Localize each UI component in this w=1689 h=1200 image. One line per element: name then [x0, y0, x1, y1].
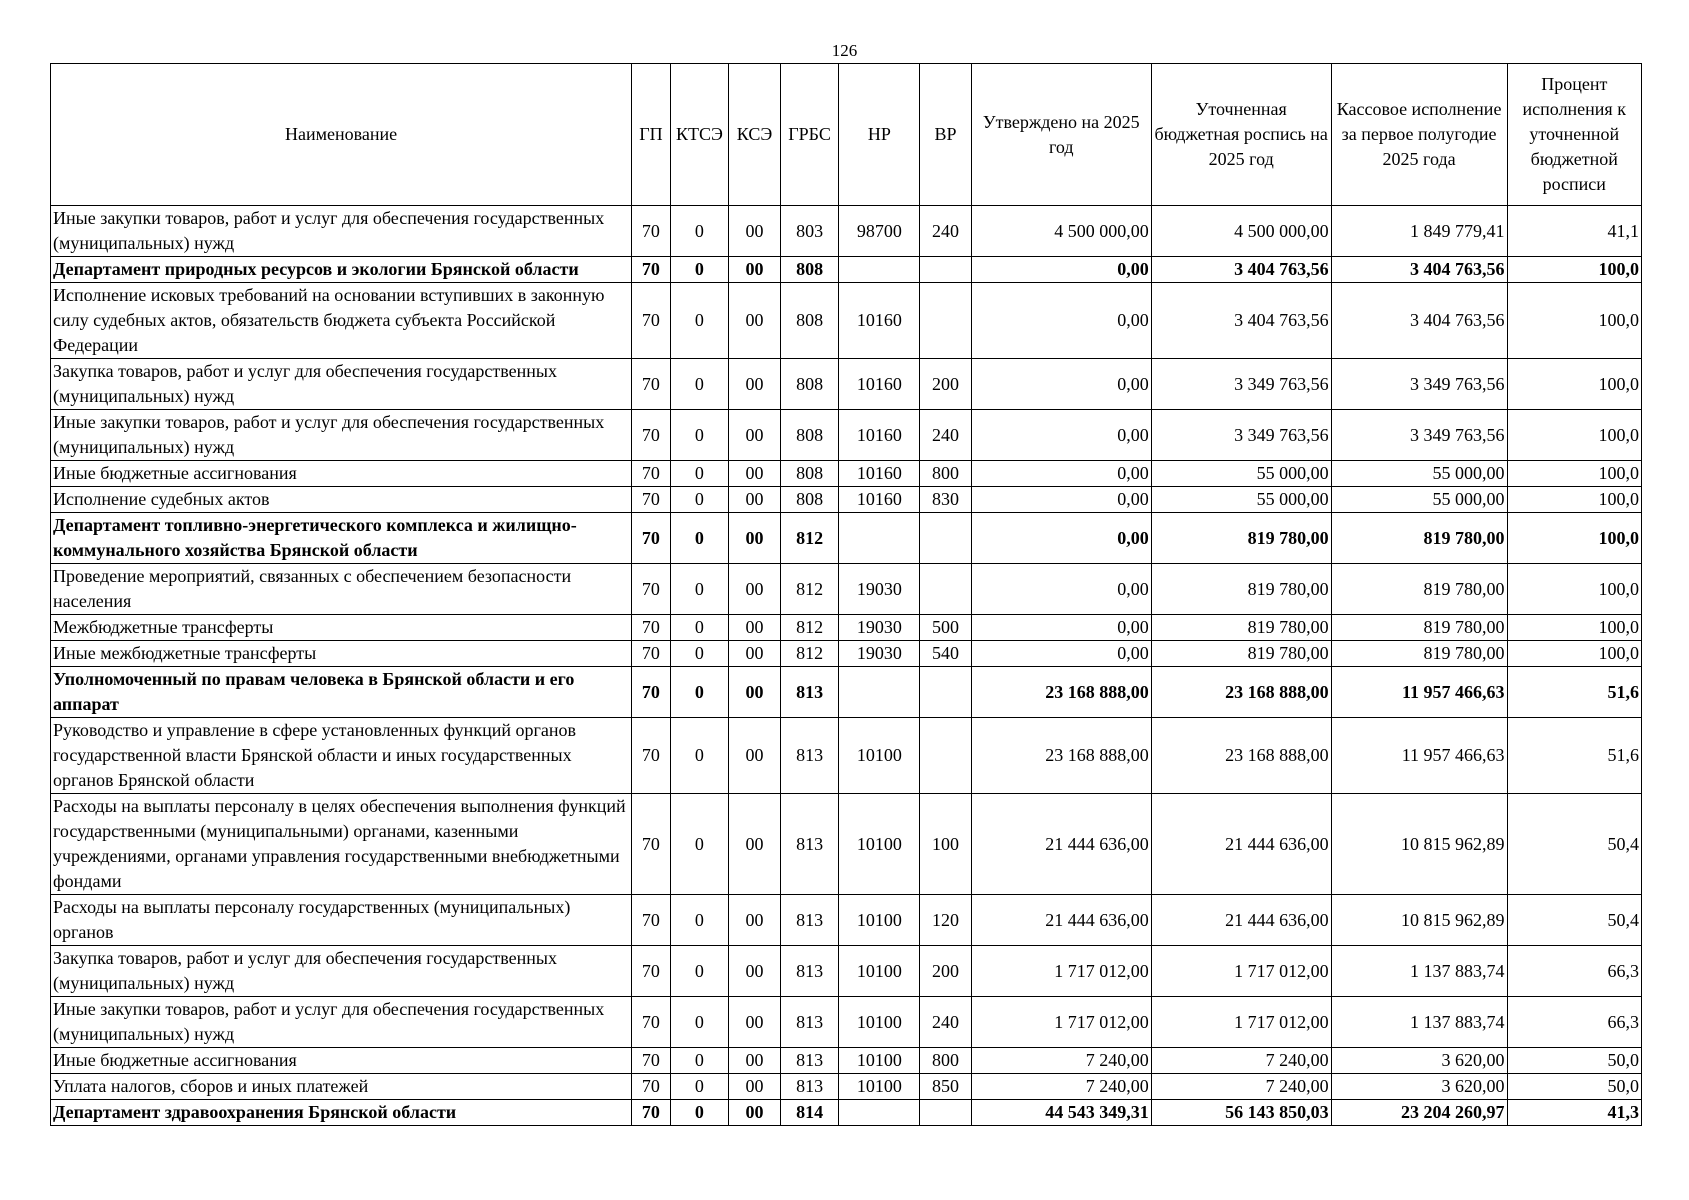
row-kse-cell: 00 [729, 1100, 781, 1126]
row-grbs-cell: 813 [780, 718, 839, 794]
row-np-cell: 98700 [839, 206, 920, 257]
row-percent-cell: 100,0 [1507, 359, 1641, 410]
row-percent-cell: 51,6 [1507, 718, 1641, 794]
row-kse-cell: 00 [729, 667, 781, 718]
row-ktse-cell: 0 [670, 206, 729, 257]
row-np-cell: 10100 [839, 1048, 920, 1074]
row-np-cell: 19030 [839, 615, 920, 641]
row-percent-cell: 66,3 [1507, 997, 1641, 1048]
row-kse-cell: 00 [729, 410, 781, 461]
row-approved-cell: 4 500 000,00 [971, 206, 1151, 257]
row-approved-cell: 0,00 [971, 461, 1151, 487]
row-cash-cell: 55 000,00 [1331, 487, 1507, 513]
row-vr-cell [920, 283, 972, 359]
row-vr-cell: 800 [920, 1048, 972, 1074]
row-grbs-cell: 813 [780, 997, 839, 1048]
table-row [51, 895, 1642, 946]
row-cash-cell: 10 815 962,89 [1331, 895, 1507, 946]
header-grbs: ГРБС [780, 64, 839, 206]
row-vr-cell [920, 257, 972, 283]
row-cash-cell: 819 780,00 [1331, 564, 1507, 615]
row-gp-cell: 70 [632, 283, 670, 359]
row-cash-cell: 23 204 260,97 [1331, 1100, 1507, 1126]
row-cash-cell: 3 349 763,56 [1331, 410, 1507, 461]
row-kse-cell: 00 [729, 946, 781, 997]
row-kse-cell: 00 [729, 564, 781, 615]
row-name-cell: Иные закупки товаров, работ и услуг для обеспечения государственных (муниципальных) нужд [51, 206, 632, 257]
row-gp-cell: 70 [632, 564, 670, 615]
row-ktse-cell: 0 [670, 667, 729, 718]
row-approved-cell: 0,00 [971, 513, 1151, 564]
row-percent-cell: 100,0 [1507, 283, 1641, 359]
row-percent-cell: 100,0 [1507, 410, 1641, 461]
row-approved-cell: 0,00 [971, 359, 1151, 410]
row-name-cell: Закупка товаров, работ и услуг для обеспечения государственных (муниципальных) нужд [51, 946, 632, 997]
header-kse: КСЭ [729, 64, 781, 206]
row-grbs-cell: 813 [780, 1074, 839, 1100]
row-name-cell: Иные межбюджетные трансферты [51, 641, 632, 667]
row-vr-cell: 200 [920, 359, 972, 410]
row-approved-cell: 0,00 [971, 487, 1151, 513]
row-percent-cell: 50,0 [1507, 1048, 1641, 1074]
header-ktse: КТСЭ [670, 64, 729, 206]
row-np-cell [839, 667, 920, 718]
budget-table [50, 63, 1642, 1126]
row-vr-cell [920, 564, 972, 615]
row-refined-cell: 23 168 888,00 [1151, 667, 1331, 718]
row-percent-cell: 100,0 [1507, 641, 1641, 667]
table-row [51, 487, 1642, 513]
row-vr-cell: 240 [920, 410, 972, 461]
row-refined-cell: 4 500 000,00 [1151, 206, 1331, 257]
row-gp-cell: 70 [632, 359, 670, 410]
table-row [51, 359, 1642, 410]
row-percent-cell: 41,1 [1507, 206, 1641, 257]
row-refined-cell: 3 349 763,56 [1151, 359, 1331, 410]
row-cash-cell: 1 137 883,74 [1331, 997, 1507, 1048]
row-grbs-cell: 812 [780, 564, 839, 615]
row-approved-cell: 44 543 349,31 [971, 1100, 1151, 1126]
row-kse-cell: 00 [729, 641, 781, 667]
row-refined-cell: 7 240,00 [1151, 1074, 1331, 1100]
row-cash-cell: 1 137 883,74 [1331, 946, 1507, 997]
row-np-cell: 19030 [839, 641, 920, 667]
row-cash-cell: 3 620,00 [1331, 1048, 1507, 1074]
row-approved-cell: 0,00 [971, 615, 1151, 641]
row-np-cell: 10100 [839, 794, 920, 895]
row-gp-cell: 70 [632, 513, 670, 564]
row-gp-cell: 70 [632, 895, 670, 946]
row-percent-cell: 100,0 [1507, 257, 1641, 283]
row-ktse-cell: 0 [670, 946, 729, 997]
row-grbs-cell: 814 [780, 1100, 839, 1126]
row-name-cell: Исполнение судебных актов [51, 487, 632, 513]
table-row [51, 1100, 1642, 1126]
table-row [51, 1048, 1642, 1074]
row-vr-cell: 850 [920, 1074, 972, 1100]
row-approved-cell: 7 240,00 [971, 1074, 1151, 1100]
row-vr-cell [920, 667, 972, 718]
page-number: 126 [831, 41, 858, 60]
row-percent-cell: 100,0 [1507, 513, 1641, 564]
row-ktse-cell: 0 [670, 641, 729, 667]
row-cash-cell: 3 620,00 [1331, 1074, 1507, 1100]
row-name-cell: Расходы на выплаты персоналу государственных (муниципальных) органов [51, 895, 632, 946]
row-approved-cell: 23 168 888,00 [971, 718, 1151, 794]
row-name-cell: Департамент топливно-энергетического комплекса и жилищно-коммунального хозяйства Брянской области [51, 513, 632, 564]
table-row [51, 794, 1642, 895]
row-vr-cell [920, 513, 972, 564]
row-name-cell: Иные закупки товаров, работ и услуг для обеспечения государственных (муниципальных) нужд [51, 410, 632, 461]
row-gp-cell: 70 [632, 1074, 670, 1100]
row-approved-cell: 0,00 [971, 257, 1151, 283]
row-vr-cell: 800 [920, 461, 972, 487]
row-refined-cell: 819 780,00 [1151, 641, 1331, 667]
row-grbs-cell: 812 [780, 641, 839, 667]
header-percent: Процент исполнения к уточненной бюджетной росписи [1507, 64, 1641, 206]
row-grbs-cell: 808 [780, 257, 839, 283]
row-ktse-cell: 0 [670, 997, 729, 1048]
row-percent-cell: 66,3 [1507, 946, 1641, 997]
row-ktse-cell: 0 [670, 461, 729, 487]
row-vr-cell [920, 718, 972, 794]
table-row [51, 1074, 1642, 1100]
table-row [51, 206, 1642, 257]
row-ktse-cell: 0 [670, 513, 729, 564]
row-name-cell: Руководство и управление в сфере установленных функций органов государственной власти Брянской области и иных государственных органов Брянской области [51, 718, 632, 794]
row-np-cell: 10160 [839, 359, 920, 410]
row-kse-cell: 00 [729, 615, 781, 641]
row-vr-cell: 100 [920, 794, 972, 895]
row-cash-cell: 819 780,00 [1331, 513, 1507, 564]
row-vr-cell: 830 [920, 487, 972, 513]
row-ktse-cell: 0 [670, 410, 729, 461]
row-kse-cell: 00 [729, 513, 781, 564]
row-percent-cell: 100,0 [1507, 461, 1641, 487]
row-gp-cell: 70 [632, 718, 670, 794]
row-kse-cell: 00 [729, 257, 781, 283]
row-ktse-cell: 0 [670, 564, 729, 615]
header-refined: Уточненная бюджетная роспись на 2025 год [1151, 64, 1331, 206]
row-grbs-cell: 813 [780, 794, 839, 895]
row-cash-cell: 55 000,00 [1331, 461, 1507, 487]
row-approved-cell: 21 444 636,00 [971, 895, 1151, 946]
row-percent-cell: 50,0 [1507, 1074, 1641, 1100]
row-np-cell: 10100 [839, 895, 920, 946]
row-gp-cell: 70 [632, 461, 670, 487]
table-row [51, 615, 1642, 641]
row-vr-cell [920, 1100, 972, 1126]
row-grbs-cell: 808 [780, 487, 839, 513]
row-vr-cell: 240 [920, 997, 972, 1048]
row-np-cell: 10160 [839, 283, 920, 359]
row-refined-cell: 1 717 012,00 [1151, 946, 1331, 997]
row-approved-cell: 23 168 888,00 [971, 667, 1151, 718]
row-cash-cell: 11 957 466,63 [1331, 718, 1507, 794]
row-np-cell [839, 257, 920, 283]
row-ktse-cell: 0 [670, 487, 729, 513]
row-cash-cell: 3 349 763,56 [1331, 359, 1507, 410]
row-kse-cell: 00 [729, 359, 781, 410]
row-refined-cell: 23 168 888,00 [1151, 718, 1331, 794]
row-np-cell [839, 1100, 920, 1126]
row-approved-cell: 7 240,00 [971, 1048, 1151, 1074]
row-gp-cell: 70 [632, 641, 670, 667]
table-row [51, 641, 1642, 667]
row-kse-cell: 00 [729, 794, 781, 895]
header-row [51, 64, 1642, 206]
row-ktse-cell: 0 [670, 718, 729, 794]
row-grbs-cell: 813 [780, 1048, 839, 1074]
row-approved-cell: 1 717 012,00 [971, 946, 1151, 997]
row-ktse-cell: 0 [670, 257, 729, 283]
row-kse-cell: 00 [729, 487, 781, 513]
header-cash: Кассовое исполнение за первое полугодие 2025 года [1331, 64, 1507, 206]
row-grbs-cell: 813 [780, 895, 839, 946]
row-name-cell: Иные бюджетные ассигнования [51, 461, 632, 487]
row-grbs-cell: 813 [780, 667, 839, 718]
table-row [51, 513, 1642, 564]
row-cash-cell: 819 780,00 [1331, 641, 1507, 667]
row-percent-cell: 100,0 [1507, 615, 1641, 641]
row-percent-cell: 51,6 [1507, 667, 1641, 718]
row-name-cell: Департамент здравоохранения Брянской области [51, 1100, 632, 1126]
row-np-cell: 10160 [839, 410, 920, 461]
row-gp-cell: 70 [632, 206, 670, 257]
header-vr: ВР [920, 64, 972, 206]
row-np-cell: 10100 [839, 1074, 920, 1100]
row-np-cell: 10160 [839, 461, 920, 487]
row-cash-cell: 3 404 763,56 [1331, 257, 1507, 283]
row-refined-cell: 21 444 636,00 [1151, 895, 1331, 946]
row-percent-cell: 100,0 [1507, 487, 1641, 513]
row-percent-cell: 50,4 [1507, 794, 1641, 895]
row-name-cell: Иные бюджетные ассигнования [51, 1048, 632, 1074]
row-cash-cell: 819 780,00 [1331, 615, 1507, 641]
row-name-cell: Расходы на выплаты персоналу в целях обеспечения выполнения функций государственными (муниципальными) органами, казенными учреждениями, органами управления государственными внебюджетными фондами [51, 794, 632, 895]
row-refined-cell: 819 780,00 [1151, 564, 1331, 615]
row-gp-cell: 70 [632, 615, 670, 641]
row-refined-cell: 3 404 763,56 [1151, 283, 1331, 359]
row-approved-cell: 0,00 [971, 641, 1151, 667]
row-gp-cell: 70 [632, 946, 670, 997]
row-name-cell: Исполнение исковых требований на основании вступивших в законную силу судебных актов, обязательств бюджета субъекта Российской Федерации [51, 283, 632, 359]
row-grbs-cell: 803 [780, 206, 839, 257]
row-grbs-cell: 808 [780, 410, 839, 461]
row-grbs-cell: 808 [780, 283, 839, 359]
row-cash-cell: 3 404 763,56 [1331, 283, 1507, 359]
table-row [51, 564, 1642, 615]
table-body [51, 206, 1642, 1126]
row-name-cell: Закупка товаров, работ и услуг для обеспечения государственных (муниципальных) нужд [51, 359, 632, 410]
row-cash-cell: 1 849 779,41 [1331, 206, 1507, 257]
row-ktse-cell: 0 [670, 895, 729, 946]
table-row [51, 946, 1642, 997]
row-refined-cell: 55 000,00 [1151, 487, 1331, 513]
row-gp-cell: 70 [632, 667, 670, 718]
row-grbs-cell: 808 [780, 359, 839, 410]
row-name-cell: Иные закупки товаров, работ и услуг для обеспечения государственных (муниципальных) нужд [51, 997, 632, 1048]
row-kse-cell: 00 [729, 718, 781, 794]
header-np: НР [839, 64, 920, 206]
row-ktse-cell: 0 [670, 283, 729, 359]
row-gp-cell: 70 [632, 794, 670, 895]
row-refined-cell: 1 717 012,00 [1151, 997, 1331, 1048]
row-gp-cell: 70 [632, 410, 670, 461]
row-ktse-cell: 0 [670, 1100, 729, 1126]
row-cash-cell: 10 815 962,89 [1331, 794, 1507, 895]
row-approved-cell: 21 444 636,00 [971, 794, 1151, 895]
table-row [51, 461, 1642, 487]
table-row [51, 283, 1642, 359]
row-kse-cell: 00 [729, 997, 781, 1048]
row-ktse-cell: 0 [670, 615, 729, 641]
row-refined-cell: 7 240,00 [1151, 1048, 1331, 1074]
row-grbs-cell: 813 [780, 946, 839, 997]
row-kse-cell: 00 [729, 1074, 781, 1100]
row-refined-cell: 3 349 763,56 [1151, 410, 1331, 461]
row-vr-cell: 120 [920, 895, 972, 946]
row-cash-cell: 11 957 466,63 [1331, 667, 1507, 718]
row-name-cell: Уполномоченный по правам человека в Брянской области и его аппарат [51, 667, 632, 718]
row-grbs-cell: 812 [780, 513, 839, 564]
row-grbs-cell: 808 [780, 461, 839, 487]
table-row [51, 667, 1642, 718]
row-kse-cell: 00 [729, 283, 781, 359]
row-np-cell [839, 513, 920, 564]
row-vr-cell: 240 [920, 206, 972, 257]
row-refined-cell: 819 780,00 [1151, 615, 1331, 641]
header-gp: ГП [632, 64, 670, 206]
header-approved: Утверждено на 2025 год [971, 64, 1151, 206]
row-name-cell: Уплата налогов, сборов и иных платежей [51, 1074, 632, 1100]
row-grbs-cell: 812 [780, 615, 839, 641]
row-gp-cell: 70 [632, 257, 670, 283]
row-ktse-cell: 0 [670, 794, 729, 895]
row-refined-cell: 3 404 763,56 [1151, 257, 1331, 283]
row-approved-cell: 0,00 [971, 564, 1151, 615]
row-np-cell: 10100 [839, 997, 920, 1048]
row-vr-cell: 540 [920, 641, 972, 667]
row-np-cell: 10100 [839, 946, 920, 997]
row-kse-cell: 00 [729, 1048, 781, 1074]
row-kse-cell: 00 [729, 461, 781, 487]
row-refined-cell: 819 780,00 [1151, 513, 1331, 564]
row-refined-cell: 56 143 850,03 [1151, 1100, 1331, 1126]
table-row [51, 410, 1642, 461]
row-gp-cell: 70 [632, 997, 670, 1048]
row-ktse-cell: 0 [670, 1074, 729, 1100]
row-ktse-cell: 0 [670, 359, 729, 410]
row-approved-cell: 0,00 [971, 283, 1151, 359]
row-gp-cell: 70 [632, 487, 670, 513]
row-gp-cell: 70 [632, 1100, 670, 1126]
row-vr-cell: 200 [920, 946, 972, 997]
row-vr-cell: 500 [920, 615, 972, 641]
row-refined-cell: 55 000,00 [1151, 461, 1331, 487]
row-name-cell: Департамент природных ресурсов и экологии Брянской области [51, 257, 632, 283]
table-row [51, 718, 1642, 794]
row-np-cell: 10160 [839, 487, 920, 513]
row-percent-cell: 41,3 [1507, 1100, 1641, 1126]
table-row [51, 257, 1642, 283]
row-approved-cell: 1 717 012,00 [971, 997, 1151, 1048]
row-np-cell: 19030 [839, 564, 920, 615]
table-row [51, 997, 1642, 1048]
row-ktse-cell: 0 [670, 1048, 729, 1074]
row-np-cell: 10100 [839, 718, 920, 794]
row-refined-cell: 21 444 636,00 [1151, 794, 1331, 895]
header-name: Наименование [51, 64, 632, 206]
row-percent-cell: 100,0 [1507, 564, 1641, 615]
row-name-cell: Проведение мероприятий, связанных с обеспечением безопасности населения [51, 564, 632, 615]
row-name-cell: Межбюджетные трансферты [51, 615, 632, 641]
row-gp-cell: 70 [632, 1048, 670, 1074]
row-percent-cell: 50,4 [1507, 895, 1641, 946]
row-kse-cell: 00 [729, 895, 781, 946]
row-kse-cell: 00 [729, 206, 781, 257]
row-approved-cell: 0,00 [971, 410, 1151, 461]
